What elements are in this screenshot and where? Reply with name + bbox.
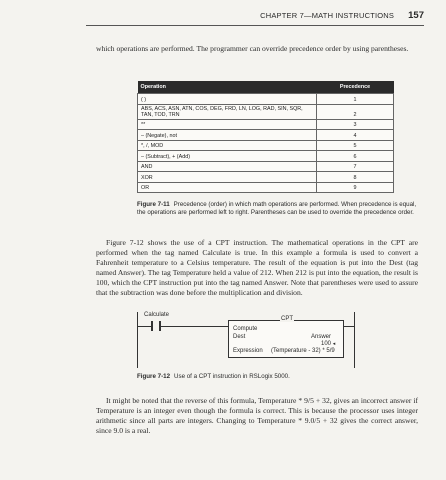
right-power-rail [354,312,355,368]
body-paragraph-1: which operations are performed. The programmer can override precedence order by using parentheses. [96,44,409,53]
figure-label: Figure 7-11 [137,201,170,208]
dest-value: 100 [321,341,332,347]
arrow-left-icon: ◂ [332,341,336,347]
contact-left-bar [151,321,153,331]
table-cell-precedence: 9 [317,182,394,193]
expression-label: Expression [233,348,263,354]
rung-wire [343,326,354,327]
cpt-instruction-block [228,316,344,358]
figure-label: Figure 7-12 [137,373,171,380]
table-cell-operation: ** [138,119,317,130]
table-cell-operation: OR [138,182,317,193]
rung-wire [161,326,228,327]
chapter-title: CHAPTER 7—MATH INSTRUCTIONS [260,11,395,20]
table-row [138,119,394,130]
table-cell-operation: *, /, MOD [138,140,317,151]
table-row [138,130,394,141]
caption-text: Precedence (order) in which math operations are performed. When precedence is equal, the operations are performed left to right. Parentheses can be used to override the precedence order. [137,201,417,216]
table-header-precedence: Precedence [317,81,394,94]
left-power-rail [137,312,138,368]
table-cell-precedence: 8 [317,172,394,183]
ladder-diagram [137,312,355,368]
table-row [138,151,394,162]
dest-label: Dest [233,334,246,340]
table-row [138,140,394,151]
body-paragraph-3: It might be noted that the reverse of this formula, Temperature * 9/5 + 32, gives an incorrect answer if Temperature is an integer even though the formula is correct. This is because the processor uses integer arithmetic since all parts are integers. Changing to Temperature * 9.0/5 + 32 gives the correct answer, since 9.0 is a real. [96,396,418,435]
table-cell-precedence: 5 [317,140,394,151]
body-paragraph-2: Figure 7-12 shows the use of a CPT instruction. The mathematical operations in the CPT are performed when the tag named Calculate is true. In this example a formula is used to convert a Fahrenheit temperature to a Celsius temperature. The result of the equation is put into the Dest (tag named Answer). The tag Temperature held a value of 212. When 212 is put into the equation, the result is 100, which the CPT instruction put into the tag named Answer. Note that parentheses were used to assure that the subtraction was done before the multiplication and division. [96,238,418,297]
dest-tag: Answer [311,334,332,340]
contact-tag-label: Calculate [144,312,170,318]
table-cell-precedence: 2 [317,104,394,119]
table-cell-operation: AND [138,161,317,172]
rung-wire [137,326,151,327]
table-cell-precedence: 7 [317,161,394,172]
table-cell-precedence: 3 [317,119,394,130]
table-row [138,161,394,172]
page-number: 157 [408,10,424,21]
page-header [0,10,424,24]
table-cell-operation: ABS, ACS, ASN, ATN, COS, DEG, FRD, LN, LOG, RAD, SIN, SQR, TAN, TOD, TRN [138,104,317,119]
dest-value-readout [321,341,335,347]
precedence-table [137,81,394,193]
table-row [138,182,394,193]
compute-label: Compute [233,326,258,332]
table-cell-precedence: 6 [317,151,394,162]
table-cell-operation: – (Negate), not [138,130,317,141]
table-cell-operation: ( ) [138,94,317,105]
header-divider [86,25,424,26]
figure-caption-7-11 [137,201,417,217]
table-cell-precedence: 1 [317,94,394,105]
figure-caption-7-12 [137,373,417,381]
table-cell-operation: XOR [138,172,317,183]
table-row [138,104,394,119]
caption-text: Use of a CPT instruction in RSLogix 5000. [174,373,290,380]
instruction-name: CPT [281,316,293,322]
table-cell-operation: – (Subtract), + (Add) [138,151,317,162]
table-cell-precedence: 4 [317,130,394,141]
table-row [138,94,394,105]
table-header-operation: Operation [138,81,317,94]
table-row [138,172,394,183]
expression-value: (Temperature - 32) * 5/9 [271,348,335,354]
